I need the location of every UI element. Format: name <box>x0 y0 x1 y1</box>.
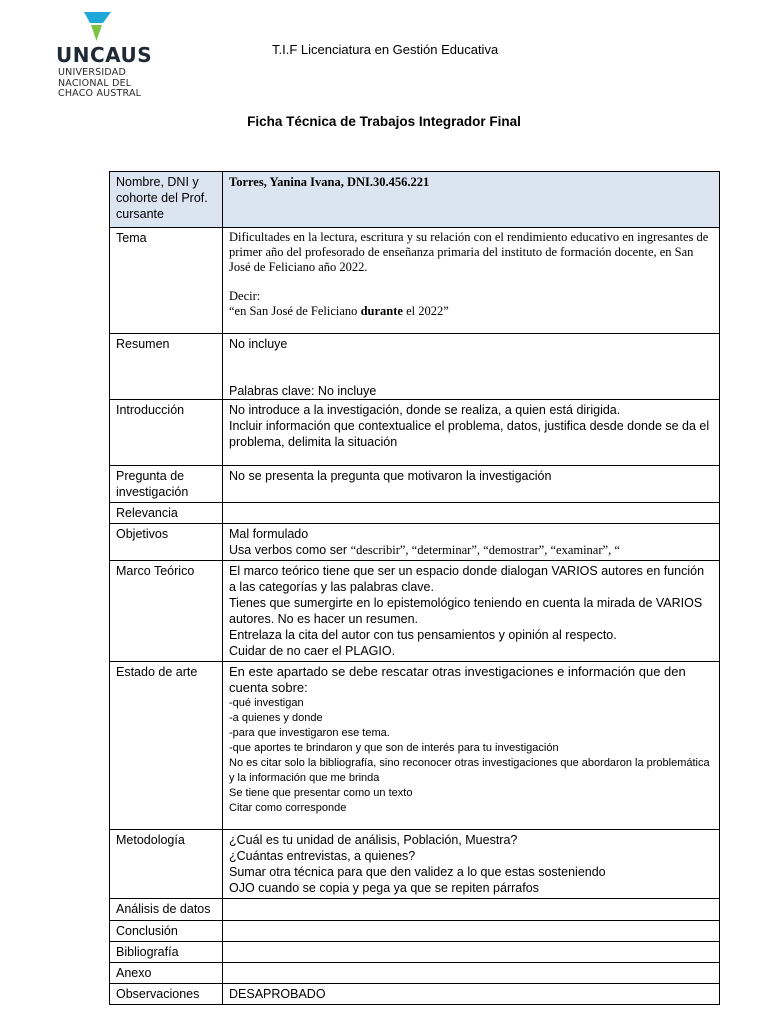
row-label: Introducción <box>110 400 223 466</box>
estado-line: Se tiene que presentar como un texto <box>229 787 413 799</box>
marco-line: El marco teórico tiene que ser un espacio donde dialogan VARIOS autores en función a las categorías y las palabras clave. <box>229 564 705 594</box>
relevancia-value <box>223 503 720 524</box>
bibliografia-value <box>223 942 720 963</box>
objetivos-prefix: Usa verbos como ser <box>229 543 351 557</box>
objetivos-verbs: “describir”, “determinar”, “demostrar”, “examinar”, “ <box>350 543 620 557</box>
estado-line: -qué investigan <box>229 697 304 709</box>
document-title: Ficha Técnica de Trabajos Integrador Final <box>247 114 521 129</box>
table-row-estado <box>110 662 720 830</box>
row-label: Análisis de datos <box>110 899 223 921</box>
introduccion-line: Incluir información que contextualice el problema, datos, justifica desde donde se da el problema, delimita la situación <box>229 419 710 449</box>
row-label: Objetivos <box>110 524 223 561</box>
row-label: Observaciones <box>110 984 223 1005</box>
row-label: Resumen <box>110 334 223 400</box>
introduccion-cell <box>223 400 720 466</box>
estado-cell <box>223 662 720 830</box>
table-row-nombre <box>110 172 720 228</box>
table-row-anexo <box>110 963 720 984</box>
estado-line: Citar como corresponde <box>229 802 347 814</box>
row-label: Conclusión <box>110 921 223 942</box>
student-name: Torres, Yanina Ivana, DNI.30.456.221 <box>223 172 720 228</box>
table-row-introduccion <box>110 400 720 466</box>
decir-bold: durante <box>360 304 403 318</box>
estado-line: -que aportes te brindaron y que son de interés para tu investigación <box>229 742 559 754</box>
estado-line: -a quienes y donde <box>229 712 323 724</box>
logo-subtitle <box>58 68 141 100</box>
tema-decir-label: Decir: <box>229 289 261 303</box>
logo-subtitle-line: UNIVERSIDAD <box>58 67 126 78</box>
decir-before: “en San José de Feliciano <box>229 304 361 318</box>
resumen-value: No incluye <box>229 337 288 351</box>
introduccion-line: No introduce a la investigación, donde se realiza, a quien está dirigida. <box>229 403 621 417</box>
objetivos-cell <box>223 524 720 561</box>
pregunta-value: No se presenta la pregunta que motivaron la investigación <box>223 466 720 503</box>
tema-text: Dificultades en la lectura, escritura y su relación con el rendimiento educativo en ingresantes de primer año del profesorado de enseñanza primaria del instituto de formación docente, en San José de Feliciano año 2022. <box>229 230 709 274</box>
estado-intro: En este apartado se debe rescatar otras investigaciones e información que den cuenta sobre: <box>229 664 686 695</box>
marco-cell <box>223 561 720 662</box>
metodologia-line: ¿Cuál es tu unidad de análisis, Población, Muestra? <box>229 833 518 847</box>
metodologia-line: ¿Cuántas entrevistas, a quienes? <box>229 849 416 863</box>
table-row-pregunta <box>110 466 720 503</box>
table-row-conclusion <box>110 921 720 942</box>
logo-name: UNCAUS <box>56 43 153 67</box>
row-label: Metodología <box>110 830 223 899</box>
table-row-relevancia <box>110 503 720 524</box>
observaciones-value: DESAPROBADO <box>223 984 720 1005</box>
row-label: Bibliografía <box>110 942 223 963</box>
metodologia-line: Sumar otra técnica para que den validez a lo que estas sosteniendo <box>229 865 606 879</box>
table-row-observaciones <box>110 984 720 1005</box>
table-row-bibliografia <box>110 942 720 963</box>
objetivos-line: Mal formulado <box>229 527 309 541</box>
table-row-metodologia <box>110 830 720 899</box>
marco-line: Entrelaza la cita del autor con tus pensamientos y opinión al respecto. <box>229 628 617 642</box>
tema-decir-text <box>229 304 713 319</box>
row-label: Marco Teórico <box>110 561 223 662</box>
table-row-marco <box>110 561 720 662</box>
row-label: Estado de arte <box>110 662 223 830</box>
table-row-analisis <box>110 899 720 921</box>
estado-line: No es citar solo la bibliografía, sino reconocer otras investigaciones que abordaron la problemática y la información que me brinda <box>229 757 710 784</box>
logo-subtitle-line: CHACO AUSTRAL <box>58 88 142 99</box>
decir-after: el 2022” <box>402 304 449 318</box>
objetivos-line <box>229 542 713 558</box>
logo-subtitle-line: NACIONAL DEL <box>58 77 132 89</box>
table-row-tema <box>110 228 720 334</box>
marco-line: Cuidar de no caer el PLAGIO. <box>229 644 396 658</box>
row-label: Pregunta de investigación <box>110 466 223 503</box>
university-logo <box>56 12 186 102</box>
table-row-resumen <box>110 334 720 400</box>
marco-line: Tienes que sumergirte en lo epistemológico teniendo en cuenta la mirada de VARIOS autores. No es hacer un resumen. <box>229 596 703 626</box>
resumen-cell <box>223 334 720 400</box>
row-label: Tema <box>110 228 223 334</box>
uncaus-logo-mark-icon <box>84 12 112 42</box>
table-row-objetivos <box>110 524 720 561</box>
analisis-value <box>223 899 720 921</box>
row-label: Nombre, DNI y cohorte del Prof. cursante <box>110 172 223 228</box>
conclusion-value <box>223 921 720 942</box>
row-label: Anexo <box>110 963 223 984</box>
metodologia-line: OJO cuando se copia y pega ya que se repiten párrafos <box>229 881 539 895</box>
metodologia-cell <box>223 830 720 899</box>
ficha-tecnica-table <box>109 171 720 1005</box>
resumen-keywords: Palabras clave: No incluye <box>229 384 377 398</box>
header-title: T.I.F Licenciatura en Gestión Educativa <box>272 42 499 57</box>
estado-line: -para que investigaron ese tema. <box>229 727 390 739</box>
tema-cell <box>223 228 720 334</box>
row-label: Relevancia <box>110 503 223 524</box>
anexo-value <box>223 963 720 984</box>
